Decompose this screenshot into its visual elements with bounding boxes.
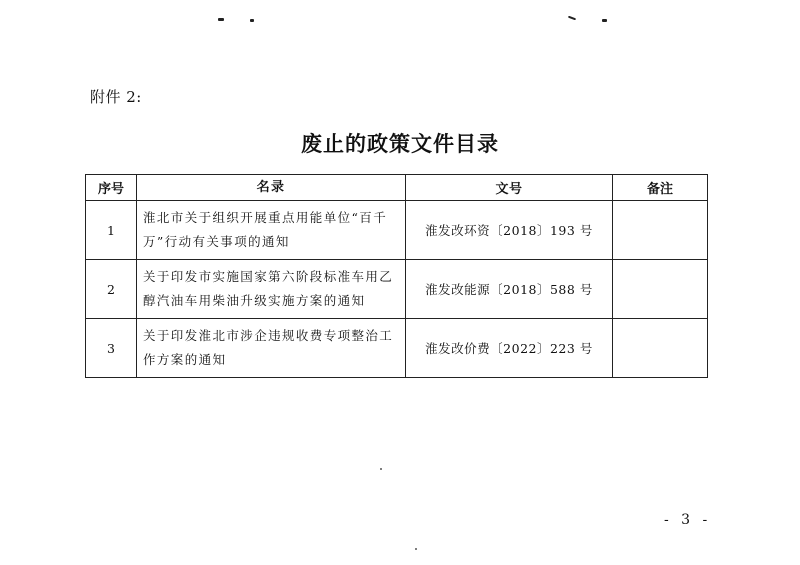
row-doc-no: 淮发改能源〔2018〕588 号 [406,260,613,319]
row-doc-no: 淮发改环资〔2018〕193 号 [406,201,613,260]
table-row [86,201,708,260]
table-row [86,260,708,319]
header-name: 名录 [137,175,406,201]
row-note [613,201,708,260]
scan-artifact [250,19,254,22]
row-note [613,319,708,378]
policy-table [85,174,708,378]
row-no: 3 [86,319,137,378]
scan-speck [380,468,382,470]
row-name: 关于印发淮北市涉企违规收费专项整治工作方案的通知 [137,319,406,378]
row-no: 1 [86,201,137,260]
row-note [613,260,708,319]
row-name: 关于印发市实施国家第六阶段标准车用乙醇汽油车用柴油升级实施方案的通知 [137,260,406,319]
header-no: 序号 [86,175,137,201]
header-note: 备注 [613,175,708,201]
scan-artifact [568,16,576,21]
table-header-row [86,175,708,201]
attachment-label: 附件 2: [90,88,142,106]
scan-speck [415,548,417,550]
row-no: 2 [86,260,137,319]
header-doc-no: 文号 [406,175,613,201]
row-doc-no: 淮发改价费〔2022〕223 号 [406,319,613,378]
table-row [86,319,708,378]
scan-artifact [218,18,224,21]
row-name: 淮北市关于组织开展重点用能单位“百千万”行动有关事项的通知 [137,201,406,260]
scan-artifact [602,19,607,22]
page-number: - 3 - [664,512,712,528]
page-title: 废止的政策文件目录 [301,131,499,156]
